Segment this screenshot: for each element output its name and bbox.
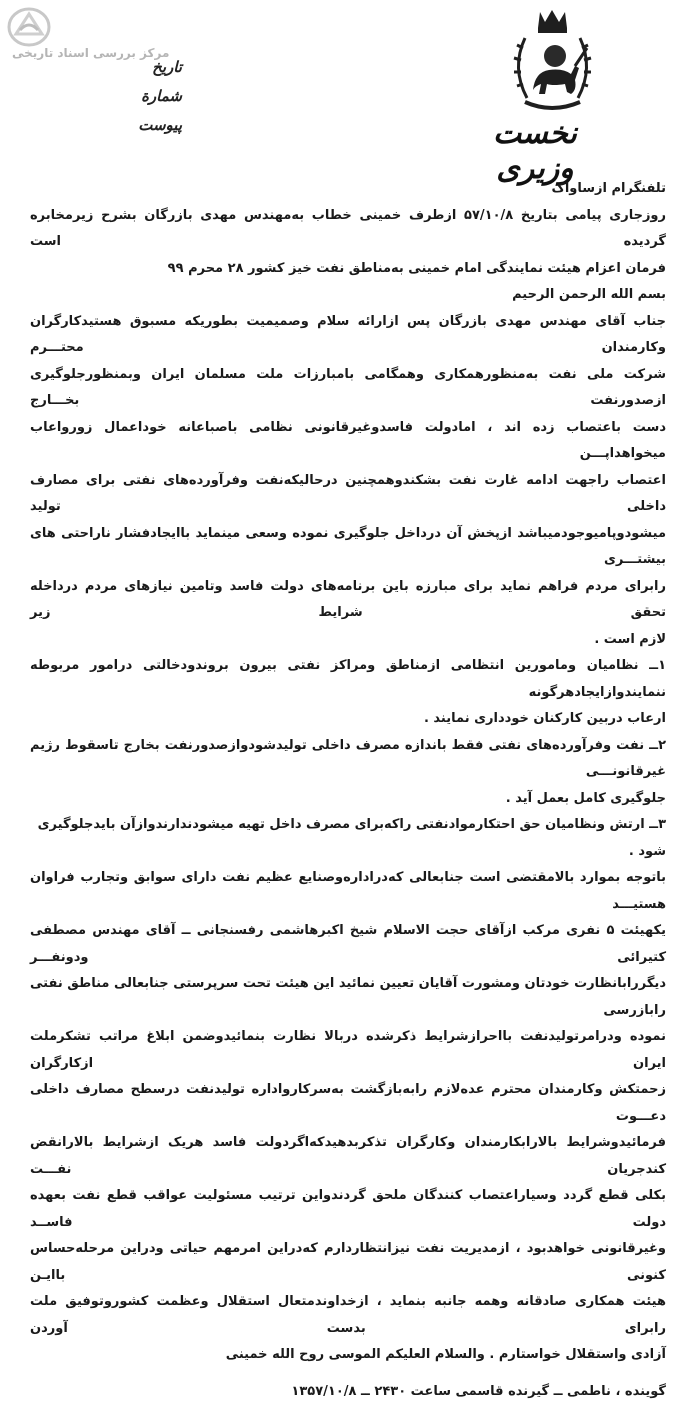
- doc-line: وغیرقانونی خواهدبود ، ازمدیریت نفت نیزانتظاردارم کەدراین امرمهم حیاتی ودراین مرحلەحساس کنونی باایـن: [30, 1236, 666, 1289]
- doc-line: دست باعتصاب زده اند ، امادولت فاسدوغیرقانونی نظامی باصباعانه خوداعمال زورواعاب میخواهداپـــن: [30, 415, 666, 468]
- doc-line: ارعاب دربین کارکنان خودداری نمایند .: [30, 706, 666, 733]
- doc-line: هیئت همکاری صادقانه وهمه جانبه بنماید ، ازخداوندمتعال استقلال وعظمت کشوروتوفیق ملت رابرای بدست آوردن: [30, 1289, 666, 1342]
- doc-line: روزجاری پیامی بتاریخ ۵۷/۱۰/۸ ازطرف خمینی خطاب بەمهندس مهدی بازرگان بشرح زیرمخابره گردیده است: [30, 203, 666, 256]
- doc-line: ۳ــ ارتش ونظامیان حق احتکارموادنفتی راکەبرای مصرف داخل تهیه میشودندارندوازآن بایدجلوگیری شود .: [30, 812, 666, 865]
- transmission-footer: گوینده ، ناطمی ــ گیرنده قاسمی ساعت ۲۴۳۰ ــ ۱۳۵۷/۱۰/۸: [30, 1379, 666, 1405]
- date-label: تاريخ: [92, 58, 182, 87]
- watermark: [4, 6, 214, 62]
- letterhead-brand: نخست وزیری: [470, 116, 600, 186]
- watermark-text: مرکز بررسی اسناد تاریخی: [12, 46, 212, 60]
- doc-line: اعتصاب راجهت ادامه غارت نفت بشکندوهمچنین درحالیکەنفت وفرآوردەهای نفتی برای مصارف داخلی تولید: [30, 468, 666, 521]
- doc-line: زحمتکش وکارمندان محترم عدەلازم رابەبازگشت بەسرکارواداره تولیدنفت درسطح مصارف داخلی دعـــوت: [30, 1077, 666, 1130]
- doc-line: آزادی واستقلال خواستارم . والسلام العلیکم الموسی روح الله خمینی: [30, 1342, 666, 1369]
- doc-line: یکهیئت ۵ نفری مرکب ازآقای حجت الاسلام شیخ اکبرهاشمی رفسنجانی ــ آقای مهندس مصطفی کتیرائی ودونفـــر: [30, 918, 666, 971]
- doc-line: رابرای مردم فراهم نماید برای مبارزه باین برنامەهای دولت فاسد وتامین نیازهای مردم درداخله تحقق شرایط زیر: [30, 574, 666, 627]
- doc-line: باتوجه بموارد بالامقتضی است جنابعالی کەدرادارەوصنایع عظیم نفت دارای سوابق وتجارب فراوان هستیـــد: [30, 865, 666, 918]
- doc-line: فرمائیدوشرایط بالارابکارمندان وکارگران تذکربدهیدکەاگردولت فاسد هریک ازشرایط بالارانقض کندجریان نفـــت: [30, 1130, 666, 1183]
- document-body: [30, 176, 666, 1405]
- doc-line: تلفنگرام ازساواک: [30, 176, 666, 203]
- doc-line: لازم است .: [30, 627, 666, 654]
- doc-line: میشودوپامیوجودمیباشد ازپخش آن درداخل جلوگیری نموده وسعی مینماید باایجادفشار ناراحتی های بیشتـــری: [30, 521, 666, 574]
- doc-line: بکلی قطع گردد وسیاراعتصاب کنندگان ملحق گردندواین ترتیب مسئولیت عواقب قطع نفت بعهده دولت فاســد: [30, 1183, 666, 1236]
- doc-line: نموده ودرامرتولیدنفت بااحرازشرایط ذکرشده دربالا نظارت بنمائیدوضمن ابلاغ مراتب تشکرملت ایران ازکارگران: [30, 1024, 666, 1077]
- doc-line: شرکت ملی نفت بەمنظورهمکاری وهمگامی بامبارزات ملت مسلمان ایران وبمنظورجلوگیری ازصدورنفت بخـــارج: [30, 362, 666, 415]
- attachment-label: پيوست: [92, 116, 182, 145]
- archive-logo-icon: [6, 6, 52, 48]
- doc-line: فرمان اعزام هیئت نمایندگی امام خمینی بەمناطق نفت خیز کشور ۲۸ محرم ۹۹: [30, 256, 666, 283]
- doc-line: جلوگیری کامل بعمل آید .: [30, 786, 666, 813]
- doc-line: ۱ــ نظامیان ومامورین انتظامی ازمناطق ومراکز نفتی بیرون بروندودخالتی درامور مربوطه ننمایندوازایجادهرگونه: [30, 653, 666, 706]
- doc-line: ۲ــ نفت وفرآوردەهای نفتی فقط باندازه مصرف داخلی تولیدشودوازصدورنفت بخارج تاسقوط رژیم غیرقانونـــی: [30, 733, 666, 786]
- doc-line: بسم الله الرحمن الرحیم: [30, 282, 666, 309]
- number-label: شمارة: [92, 87, 182, 116]
- header-labels: [92, 58, 182, 145]
- doc-line: جناب آقای مهندس مهدی بازرگان پس ازارائه سلام وصمیمیت بطوریکه مسبوق هستیدکارگران وکارمندان محتـــرم: [30, 309, 666, 362]
- doc-line: دیگررابانظارت خودتان ومشورت آقایان تعیین نمائید این هیئت تحت سرپرستی جنابعالی مناطق نفتی رابازرسی: [30, 971, 666, 1024]
- lion-and-sun-emblem-icon: [505, 8, 600, 118]
